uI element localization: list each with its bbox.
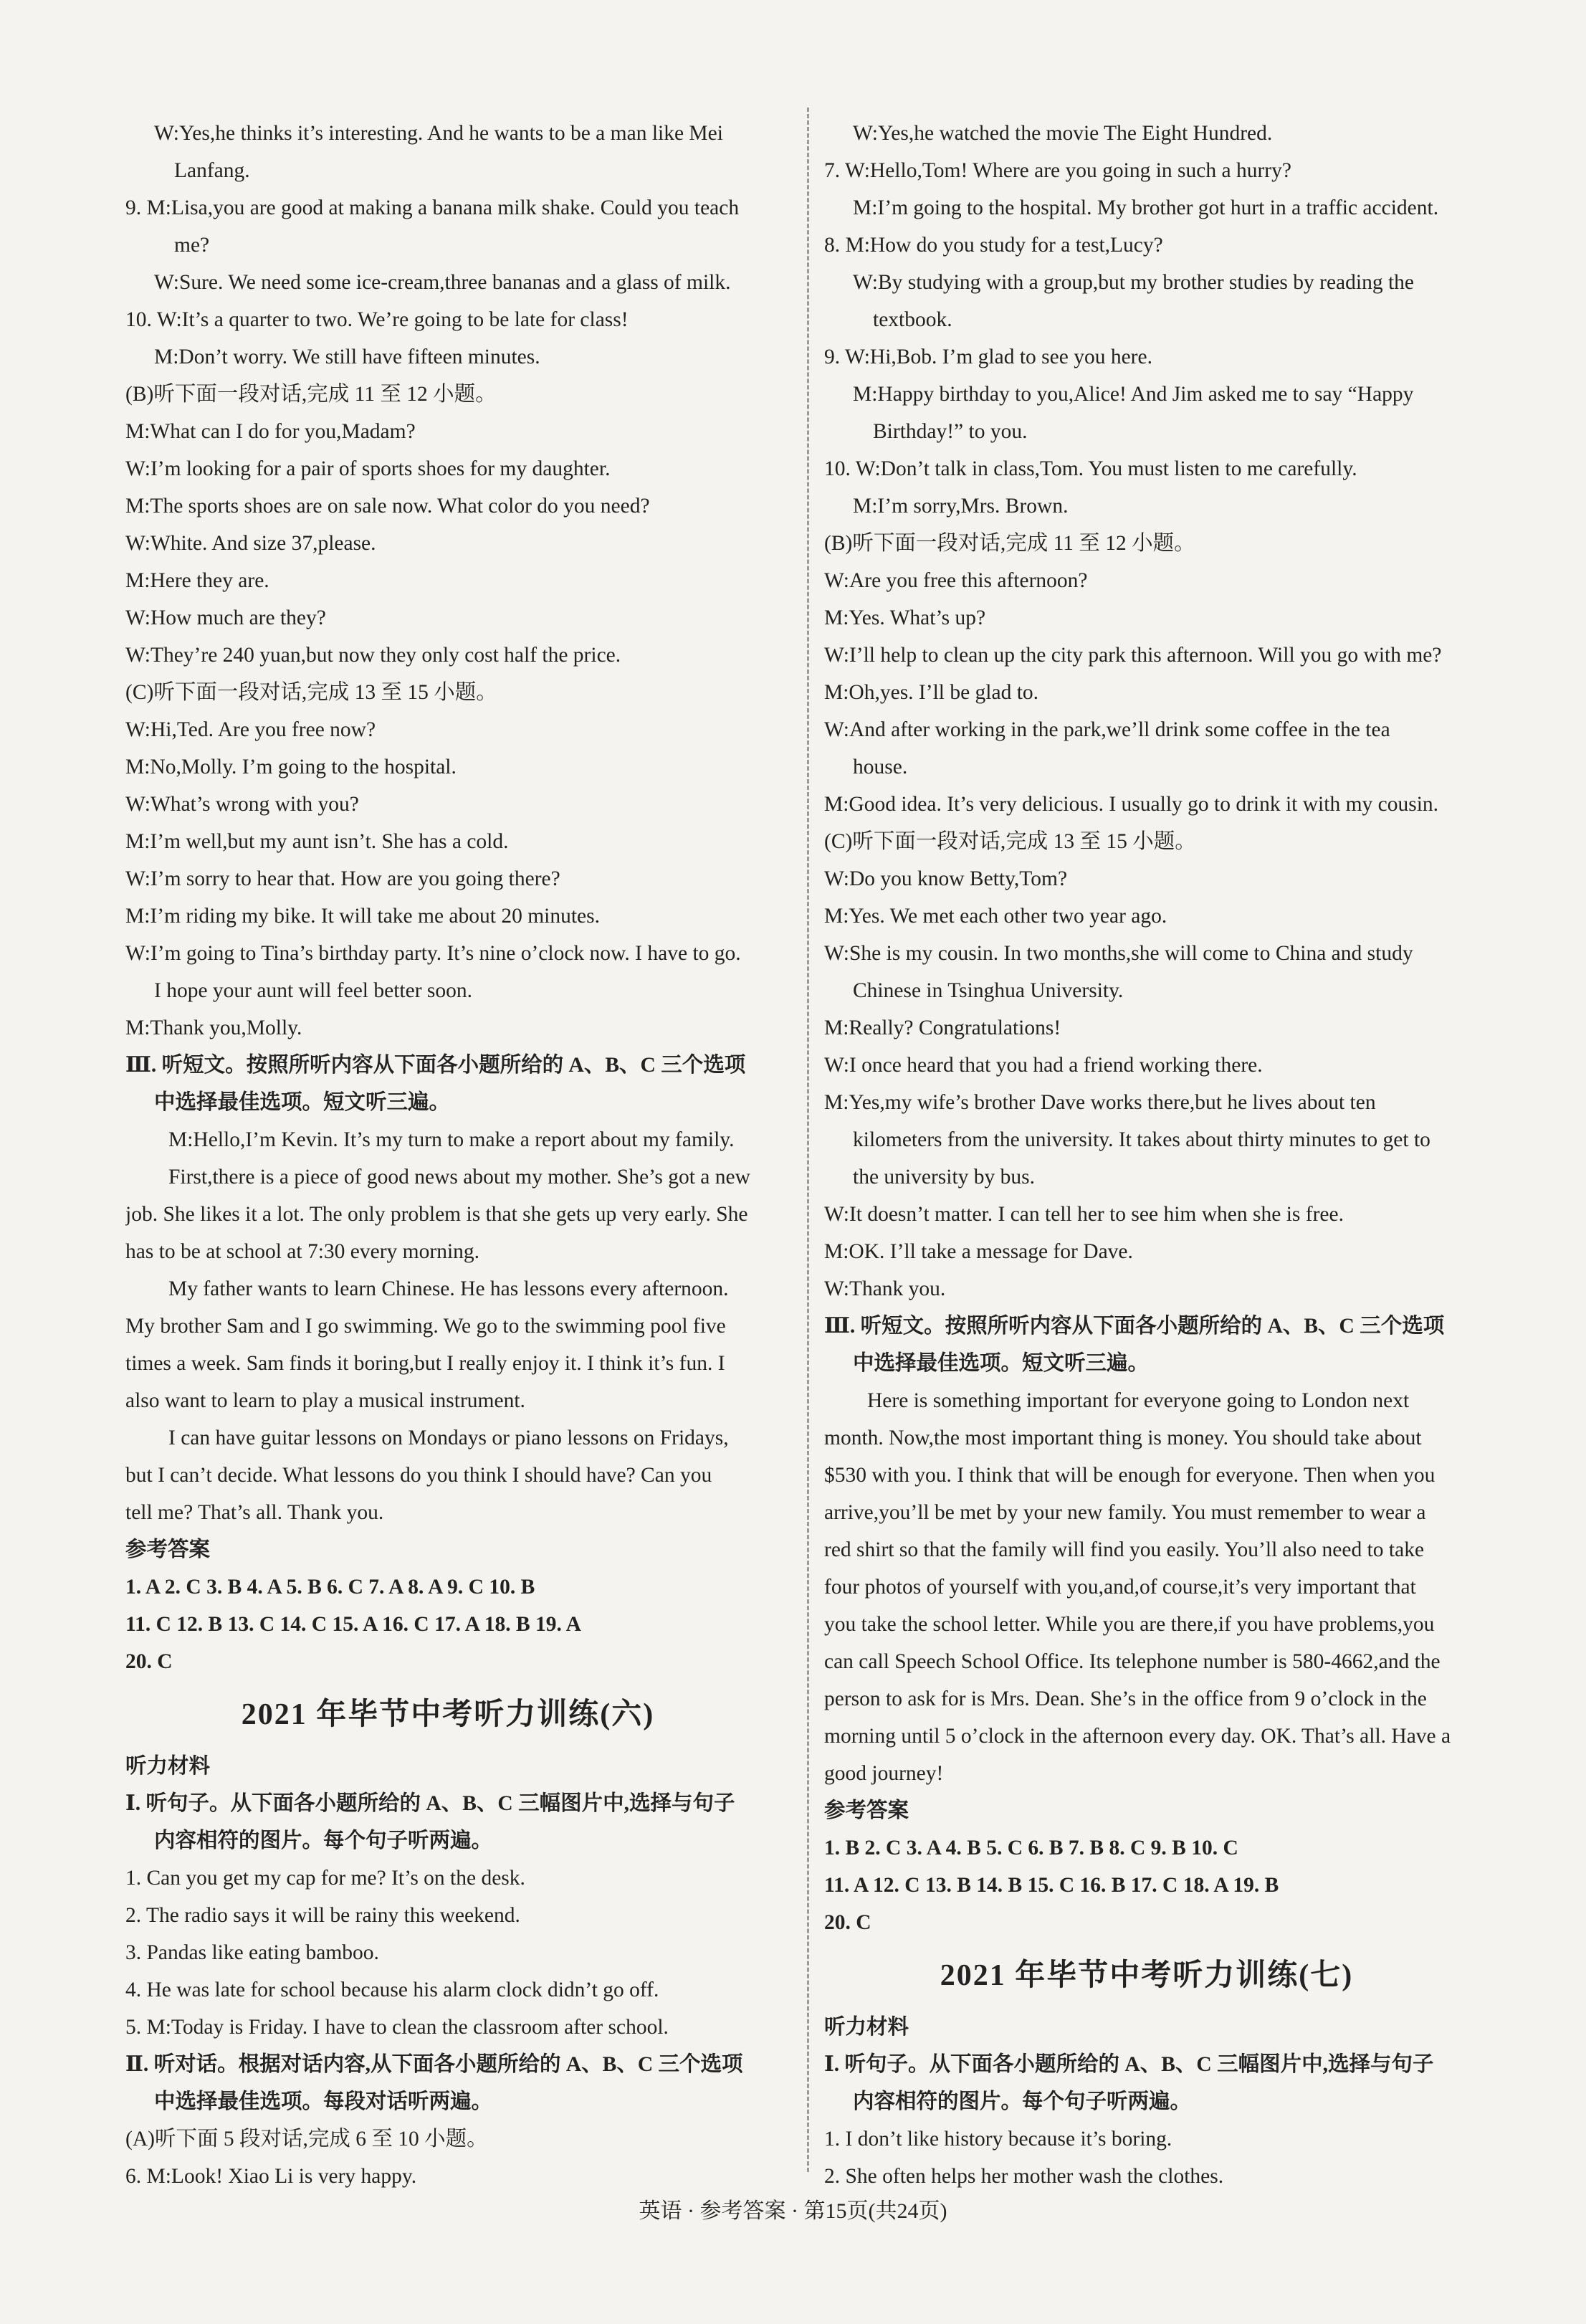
text-line: 中选择最佳选项。短文听三遍。 [154, 1091, 451, 1114]
text-line: W:Thank you. [824, 1277, 946, 1300]
text-line: W:They’re 240 yuan,but now they only cost half the price. [125, 644, 621, 667]
text-line: W:Sure. We need some ice-cream,three bananas and a glass of milk. [154, 271, 731, 294]
text-line: W:By studying with a group,but my brother studies by reading the [853, 271, 1415, 294]
text-line: job. She likes it a lot. The only problem is that she gets up very early. She [125, 1203, 748, 1226]
text-line: Chinese in Tsinghua University. [853, 979, 1124, 1002]
text-line: 2. The radio says it will be rainy this weekend. [125, 1904, 520, 1927]
text-line: 3. Pandas like eating bamboo. [125, 1941, 379, 1964]
text-line: 7. W:Hello,Tom! Where are you going in such a hurry? [824, 159, 1291, 182]
text-line: Lanfang. [174, 159, 250, 182]
text-line: W:It doesn’t matter. I can tell her to see him when she is free. [824, 1203, 1344, 1226]
text-line: you take the school letter. While you are there,if you have problems,you [824, 1613, 1435, 1636]
text-line: W:I’m sorry to hear that. How are you going there? [125, 867, 560, 890]
text-line: M:Happy birthday to you,Alice! And Jim asked me to say “Happy [853, 383, 1414, 406]
text-line: kilometers from the university. It takes about thirty minutes to get to [853, 1128, 1430, 1151]
text-line: My brother Sam and I go swimming. We go to the swimming pool five [125, 1315, 726, 1338]
text-line: W:Hi,Ted. Are you free now? [125, 718, 376, 741]
page-footer: 英语 · 参考答案 · 第15页(共24页) [639, 2199, 947, 2223]
text-line: 1. A 2. C 3. B 4. A 5. B 6. C 7. A 8. A 9. C 10. B [125, 1576, 535, 1599]
text-line: (B)听下面一段对话,完成 11 至 12 小题。 [824, 532, 1195, 555]
text-line: M:Here they are. [125, 569, 269, 592]
text-line: 20. C [125, 1650, 173, 1673]
text-line: 参考答案 [125, 1538, 211, 1561]
text-line: W:What’s wrong with you? [125, 793, 359, 816]
text-line: M:Good idea. It’s very delicious. I usually go to drink it with my cousin. [824, 793, 1439, 816]
text-line: M:Really? Congratulations! [824, 1016, 1061, 1039]
text-line: 听力材料 [824, 2016, 909, 2039]
text-line: M:The sports shoes are on sale now. What color do you need? [125, 495, 650, 518]
text-line: 10. W:It’s a quarter to two. We’re going to be late for class! [125, 308, 629, 331]
text-line: Ⅰ. 听句子。从下面各小题所给的 A、B、C 三幅图片中,选择与句子 [125, 1792, 735, 1815]
text-line: 20. C [824, 1911, 871, 1934]
text-line: $530 with you. I think that will be enough for everyone. Then when you [824, 1464, 1435, 1487]
text-line: 11. A 12. C 13. B 14. B 15. C 16. B 17. C 18. A 19. B [824, 1874, 1279, 1897]
text-line: Ⅲ. 听短文。按照所听内容从下面各小题所给的 A、B、C 三个选项 [824, 1315, 1445, 1338]
text-line: Ⅱ. 听对话。根据对话内容,从下面各小题所给的 A、B、C 三个选项 [125, 2053, 743, 2076]
text-line: 9. M:Lisa,you are good at making a banana milk shake. Could you teach [125, 196, 740, 219]
text-line: 4. He was late for school because his alarm clock didn’t go off. [125, 1978, 659, 2001]
text-line: M:OK. I’ll take a message for Dave. [824, 1240, 1133, 1263]
text-line: M:I’m going to the hospital. My brother got hurt in a traffic accident. [853, 196, 1439, 219]
column-divider [807, 108, 809, 2172]
text-line: W:Yes,he watched the movie The Eight Hundred. [853, 122, 1273, 145]
text-line: Birthday!” to you. [873, 420, 1028, 443]
text-line: 1. Can you get my cap for me? It’s on the desk. [125, 1867, 525, 1890]
text-line: 6. M:Look! Xiao Li is very happy. [125, 2165, 417, 2188]
text-line: M:What can I do for you,Madam? [125, 420, 416, 443]
text-line: W:I’m going to Tina’s birthday party. It’s nine o’clock now. I have to go. [125, 942, 741, 965]
text-line: W:I once heard that you had a friend working there. [824, 1054, 1263, 1077]
left-column [125, 115, 770, 2195]
text-line: 8. M:How do you study for a test,Lucy? [824, 234, 1163, 257]
text-line: M:I’m sorry,Mrs. Brown. [853, 495, 1069, 518]
text-line: M:Yes,my wife’s brother Dave works there,but he lives about ten [824, 1091, 1376, 1114]
text-line: M:Oh,yes. I’ll be glad to. [824, 681, 1039, 704]
text-line: 1. I don’t like history because it’s boring. [824, 2128, 1172, 2151]
text-line: M:Yes. What’s up? [824, 606, 986, 629]
text-line: M:Thank you,Molly. [125, 1016, 302, 1039]
text-line: W:I’ll help to clean up the city park this afternoon. Will you go with me? [824, 644, 1442, 667]
text-line: 内容相符的图片。每个句子听两遍。 [154, 1829, 493, 1852]
text-line: (C)听下面一段对话,完成 13 至 15 小题。 [125, 681, 497, 704]
text-line: house. [853, 756, 908, 778]
text-line: I hope your aunt will feel better soon. [154, 979, 473, 1002]
text-line: tell me? That’s all. Thank you. [125, 1501, 384, 1524]
text-line: W:Do you know Betty,Tom? [824, 867, 1068, 890]
text-line: 参考答案 [824, 1799, 909, 1822]
text-line: 中选择最佳选项。短文听三遍。 [853, 1352, 1150, 1375]
text-line: four photos of yourself with you,and,of course,it’s very important that [824, 1576, 1416, 1599]
right-column [824, 115, 1469, 2195]
text-line: 听力材料 [125, 1755, 211, 1778]
text-line: M:I’m well,but my aunt isn’t. She has a cold. [125, 830, 509, 853]
text-line: W:I’m looking for a pair of sports shoes for my daughter. [125, 457, 611, 480]
text-line: W:Yes,he thinks it’s interesting. And he wants to be a man like Mei [154, 122, 723, 145]
text-line: me? [174, 234, 210, 257]
text-line: M:Yes. We met each other two year ago. [824, 905, 1167, 928]
text-line: 11. C 12. B 13. C 14. C 15. A 16. C 17. A 18. B 19. A [125, 1613, 581, 1636]
text-line: First,there is a piece of good news about my mother. She’s got a new [168, 1166, 750, 1189]
text-line: can call Speech School Office. Its telephone number is 580-4662,and the [824, 1650, 1441, 1673]
text-line: has to be at school at 7:30 every morning. [125, 1240, 480, 1263]
text-line: but I can’t decide. What lessons do you think I should have? Can you [125, 1464, 712, 1487]
text-line: W:She is my cousin. In two months,she will come to China and study [824, 942, 1413, 965]
text-line: W:How much are they? [125, 606, 326, 629]
section-heading: 2021 年毕节中考听力训练(六) [241, 1698, 655, 1731]
text-line: good journey! [824, 1762, 944, 1785]
text-line: W:Are you free this afternoon? [824, 569, 1088, 592]
text-line: Here is something important for everyone going to London next [867, 1389, 1410, 1412]
text-line: person to ask for is Mrs. Dean. She’s in the office from 9 o’clock in the [824, 1687, 1427, 1710]
text-line: (A)听下面 5 段对话,完成 6 至 10 小题。 [125, 2128, 488, 2151]
text-line: M:I’m riding my bike. It will take me about 20 minutes. [125, 905, 601, 928]
text-line: M:Don’t worry. We still have fifteen minutes. [154, 346, 540, 368]
text-line: the university by bus. [853, 1166, 1036, 1189]
text-line: M:No,Molly. I’m going to the hospital. [125, 756, 457, 778]
text-line: My father wants to learn Chinese. He has lessons every afternoon. [168, 1277, 729, 1300]
text-line: 2. She often helps her mother wash the clothes. [824, 2165, 1224, 2188]
text-line: 内容相符的图片。每个句子听两遍。 [853, 2090, 1192, 2113]
text-line: Ⅰ. 听句子。从下面各小题所给的 A、B、C 三幅图片中,选择与句子 [824, 2053, 1434, 2076]
text-line: 9. W:Hi,Bob. I’m glad to see you here. [824, 346, 1152, 368]
text-line: M:Hello,I’m Kevin. It’s my turn to make a report about my family. [168, 1128, 735, 1151]
text-line: I can have guitar lessons on Mondays or piano lessons on Fridays, [168, 1427, 729, 1449]
text-line: W:And after working in the park,we’ll drink some coffee in the tea [824, 718, 1390, 741]
text-line: Ⅲ. 听短文。按照所听内容从下面各小题所给的 A、B、C 三个选项 [125, 1054, 746, 1077]
text-line: 1. B 2. C 3. A 4. B 5. C 6. B 7. B 8. C 9. B 10. C [824, 1837, 1238, 1859]
text-line: 10. W:Don’t talk in class,Tom. You must listen to me carefully. [824, 457, 1357, 480]
text-line: 中选择最佳选项。每段对话听两遍。 [154, 2090, 493, 2113]
section-heading: 2021 年毕节中考听力训练(七) [940, 1959, 1354, 1992]
text-line: (B)听下面一段对话,完成 11 至 12 小题。 [125, 383, 497, 406]
text-line: W:White. And size 37,please. [125, 532, 376, 555]
text-line: also want to learn to play a musical instrument. [125, 1389, 525, 1412]
text-line: times a week. Sam finds it boring,but I really enjoy it. I think it’s fun. I [125, 1352, 725, 1375]
text-line: arrive,you’ll be met by your new family. You must remember to wear a [824, 1501, 1426, 1524]
text-line: (C)听下面一段对话,完成 13 至 15 小题。 [824, 830, 1196, 853]
text-line: red shirt so that the family will find you easily. You’ll also need to take [824, 1538, 1425, 1561]
text-line: month. Now,the most important thing is money. You should take about [824, 1427, 1422, 1449]
text-line: morning until 5 o’clock in the afternoon every day. OK. That’s all. Have a [824, 1725, 1451, 1748]
text-line: 5. M:Today is Friday. I have to clean the classroom after school. [125, 2016, 669, 2039]
text-line: textbook. [873, 308, 952, 331]
